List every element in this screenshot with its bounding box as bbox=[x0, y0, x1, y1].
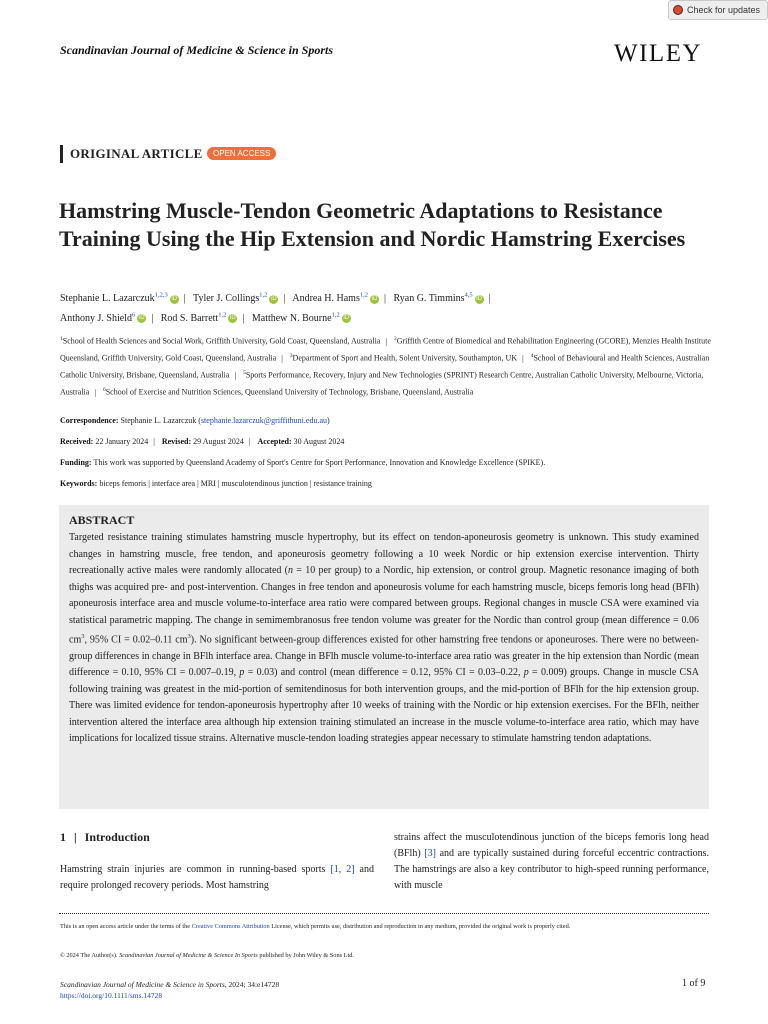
citation-link[interactable]: [1, 2] bbox=[330, 864, 355, 875]
publisher-logo: WILEY bbox=[614, 40, 703, 67]
keyword: biceps femoris bbox=[99, 479, 147, 488]
author[interactable]: Matthew N. Bourne$^{1,2}$ iD bbox=[251, 311, 350, 324]
author[interactable]: Stephanie L. Lazarczuk$^{1,2,3}$ iD bbox=[60, 292, 178, 305]
funding: Funding: This work was supported by Queensland Academy of Sport's Centre for Sport Performance, Innovation and Knowledge Excellence (SPIKE). bbox=[60, 458, 546, 467]
keyword: resistance training bbox=[313, 479, 372, 488]
citation-link[interactable]: [3] bbox=[424, 848, 436, 859]
journal-name: Scandinavian Journal of Medicine & Science in Sports bbox=[60, 43, 334, 57]
citation-footer: Scandinavian Journal of Medicine & Science in Sports, 2024; 34:e14728 https://doi.org/10.1111/sms.14728 bbox=[60, 980, 280, 1000]
section-heading: 1 | Introduction bbox=[60, 830, 150, 844]
author[interactable]: Andrea H. Hams$^{1,2}$ iD bbox=[292, 292, 378, 305]
keyword: musculotendinous junction bbox=[221, 479, 308, 488]
license-link[interactable]: Creative Commons Attribution bbox=[191, 923, 270, 930]
open-access-badge: OPEN ACCESS bbox=[207, 147, 276, 160]
author[interactable]: Tyler J. Collings$^{1,2}$ iD bbox=[193, 292, 277, 305]
author[interactable]: Rod S. Barrett$^{1,2}$ iD bbox=[160, 311, 236, 324]
keywords: Keywords: biceps femoris | interface area | MRI | musculotendinous junction | resistance training bbox=[60, 479, 372, 488]
abstract-text: Targeted resistance training stimulates hamstring muscle hypertrophy, but its effect on tendon-aponeurosis geometry is unknown. This study examined changes in hamstring muscle, free tendon, and aponeurosis geometry following a 10 week Nordic or hip extension exercise intervention. Thirty recreationally active males were randomly allocated (n = 10 per group) to a Nordic, hip extension, or control group. Magnetic resonance imaging of both thighs was acquired pre- and post-intervention. Changes in free tendon and aponeurosis volume for each hamstring muscle, biceps femoris long head (BFlh) aponeurosis interface area and muscle volume-to-interface area ratio were compared between groups. Regional changes in muscle CSA were examined via statistical parametric mapping. The change in semimembranosus free tendon volume was greater for the Nordic than control group (mean difference = 0.06 $cm^3$, 95% CI = 0.02–0.11 $cm^3$). No significant between-group differences existed for other hamstring free tendons or aponeuroses. There were no between-group differences in change in BFlh interface area. Change in BFlh muscle volume-to-interface area ratio was greater in the hip extension than Nordic (mean difference = 0.10, 95% CI = 0.007–0.19, p = 0.03) and control (mean difference = 0.12, 95% CI = 0.03–0.22, p = 0.009) groups. Change in muscle CSA following training was greatest in the mid-portion of semitendinosus for both intervention groups, and the mid-portion of BFlh for the hip extension group. There was limited evidence for tendon-aponeurosis hypertrophy after 10 weeks of training with the Nordic or hip extension exercises. For the BFlh, neither intervention altered the interface area although hip extension training stimulated an increase in the muscle volume-to-interface area ratio, which may have implications for localized tissue strains. Alternative muscle-tendon loading strategies appear necessary to stimulate hamstring tendon adaptations. bbox=[69, 532, 700, 745]
affiliations: $^1$School of Health Sciences and Social Work, Griffith University, Gold Coast, Queensland, Australia | $^2$Griffith Centre of Biomedical and Rehabilitation Engineering (GCORE), Menzies Health Institute Queensland, Griffith University, Gold Coast, Queensland, Australia | $^3$Department of Sport and Health, Solent University, Southampton, UK | $^4$School of Behavioural and Health Sciences, Australian Catholic University, Brisbane, Queensland, Australia | $^5$Sports Performance, Recovery, Injury and New Technologies (SPRINT) Research Centre, Australian Catholic University, Melbourne, Victoria, Australia | $^6$School of Exercise and Nutrition Sciences, Queensland University of Technology, Brisbane, Queensland, Australia bbox=[60, 336, 711, 398]
footer-divider bbox=[59, 913, 709, 914]
author-list: Stephanie L. Lazarczuk$^{1,2,3}$ iD | Tyler J. Collings$^{1,2}$ iD | Andrea H. Hams$^{1,2}$ iD | Ryan G. Timmins$^{4,5}$ iD | Anthony J. Shield$^6$ iD | Rod S. Barrett$^{1,2}$ iD | Matthew N. Bourne$^{1,2}$ iD bbox=[60, 292, 491, 324]
orcid-icon[interactable]: iD bbox=[476, 295, 482, 302]
author[interactable]: Anthony J. Shield$^6$ iD bbox=[60, 311, 145, 324]
orcid-icon[interactable]: iD bbox=[271, 295, 277, 302]
article-type-bar bbox=[60, 145, 63, 163]
copyright: © 2024 The Author(s). Scandinavian Journal of Medicine & Science In Sports published by John Wiley & Sons Ltd. bbox=[60, 952, 354, 959]
article-title: Hamstring Muscle-Tendon Geometric Adaptations to Resistance Training Using the Hip Extension and Nordic Hamstring Exercises bbox=[59, 198, 686, 251]
doi-link[interactable]: https://doi.org/10.1111/sms.14728 bbox=[60, 991, 163, 1000]
intro-right-column: strains affect the musculotendinous junction of the biceps femoris long head (BFlh) [3] and are typically sustained during forceful eccentric contractions. The hamstrings are also a key contributor to high-speed running performance, with muscle bbox=[394, 832, 709, 891]
orcid-icon[interactable]: iD bbox=[138, 314, 145, 321]
email-link[interactable]: stephanie.lazarczuk@griffithuni.edu.au bbox=[200, 416, 327, 425]
page-number: 1 of 9 bbox=[682, 978, 706, 989]
crossmark-icon bbox=[673, 5, 683, 15]
correspondence: Correspondence: Stephanie L. Lazarczuk (stephanie.lazarczuk@griffithuni.edu.au) bbox=[60, 416, 330, 425]
check-for-updates-label: Check for updates bbox=[687, 5, 761, 15]
orcid-icon[interactable]: iD bbox=[230, 314, 236, 321]
abstract-box bbox=[59, 505, 709, 809]
article-dates: Received: 22 January 2024 | Revised: 29 August 2024 | Accepted: 30 August 2024 bbox=[60, 437, 345, 446]
orcid-icon[interactable]: iD bbox=[171, 295, 178, 302]
orcid-icon[interactable]: iD bbox=[343, 314, 350, 321]
license-note: This is an open access article under the terms of the Creative Commons Attribution License, which permits use, distribution and reproduction in any medium, provided the original work is properly cited. bbox=[60, 923, 571, 930]
intro-left-column: Hamstring strain injuries are common in running-based sports [1, 2] and require prolonged recovery periods. Most hamstring bbox=[60, 864, 374, 891]
article-type: ORIGINAL ARTICLE bbox=[70, 146, 203, 161]
keyword: MRI bbox=[200, 479, 216, 488]
check-for-updates-button[interactable] bbox=[668, 0, 768, 20]
keyword: interface area bbox=[151, 479, 196, 488]
orcid-icon[interactable]: iD bbox=[371, 295, 378, 302]
author[interactable]: Ryan G. Timmins$^{4,5}$ iD bbox=[393, 292, 482, 305]
abstract-heading: ABSTRACT bbox=[69, 513, 135, 527]
